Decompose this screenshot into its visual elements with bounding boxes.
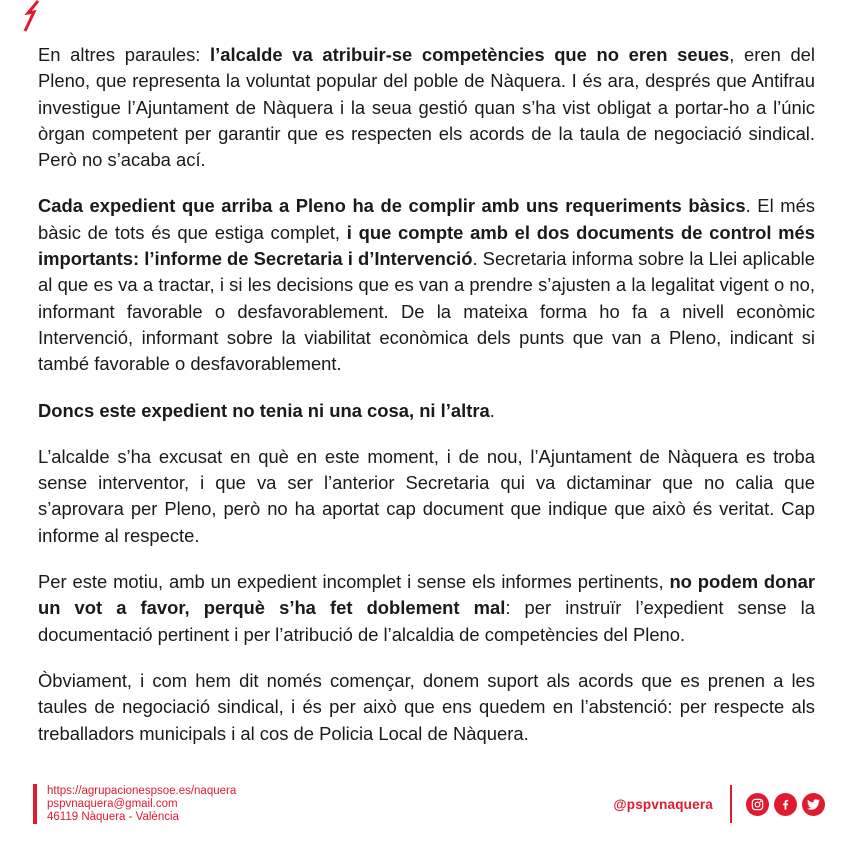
- vertical-divider: [730, 785, 732, 823]
- paragraph: En altres paraules: l’alcalde va atribuir-se competències que no eren seues, eren del Pleno, que representa la voluntat popular del poble de Nàquera. I és ara, després que Antifrau investigue l’Ajuntament de Nàquera i la seua gestió quan s’ha vist obligat a portar-ho a l’únic òrgan competent per garantir que es respecten els acords de la taula de negociació sindical. Però no s’acaba ací.: [38, 44, 815, 171]
- facebook-icon: [779, 798, 792, 811]
- footer: [33, 780, 825, 828]
- social-handle: @pspvnaquera: [613, 796, 713, 812]
- instagram-icon: [751, 798, 764, 811]
- red-scribble-mark: [22, 0, 44, 36]
- email-text: pspvnaquera@gmail.com: [47, 798, 178, 810]
- paragraph: Cada expedient que arriba a Pleno ha de complir amb uns requeriments bàsics. El més bàsic de tots és que estiga complet, i que compte amb el dos documents de control més importants: l’informe de Secretaria i d’Intervenció. Secretaria informa sobre la Llei aplicable al que es va a tractar, i si les decisions que es van a prendre s’ajusten a la legalitat vigent o no, informant favorable o desfavorablement. De la mateixa forma ho fa a nivell econòmic Intervenció, informant sobre la viabilitat econòmica dels punts que van a Pleno, indicant si també favorable o desfavorablement.: [38, 195, 815, 375]
- paragraph: Per este motiu, amb un expedient incomplet i sense els informes pertinents, no podem donar un vot a favor, perquè s’ha fet doblement mal: per instruïr l’expedient sense la documentació pertinent i per l’atribució de l’alcaldia de competències del Pleno.: [38, 571, 815, 645]
- social-icons: [746, 793, 825, 816]
- paragraph: Òbviament, i com hem dit només començar, donem suport als acords que es prenen a les taules de negociació sindical, i és per això que ens quedem en l’abstenció: per respecte als treballadors municipals i al cos de Policia Local de Nàquera.: [38, 669, 815, 744]
- social-block: [613, 785, 825, 823]
- twitter-button[interactable]: [802, 793, 825, 816]
- website-text: https://agrupacionespsoe.es/naquera: [47, 785, 237, 797]
- paragraph: L’alcalde s’ha excusat en què en este moment, i de nou, l’Ajuntament de Nàquera es troba sense interventor, i que va ser l’anterior Secretaria qui va dictaminar que no calia que s’aprovara per Pleno, però no ha aportat cap document que indique que això és veritat. Cap informe al respecte.: [38, 445, 815, 546]
- address-text: 46119 Nàquera - València: [47, 811, 179, 823]
- facebook-button[interactable]: [774, 793, 797, 816]
- instagram-button[interactable]: [746, 793, 769, 816]
- paragraph: Doncs este expedient no tenia ni una cosa, ni l’altra.: [38, 399, 495, 421]
- red-accent-bar: [33, 784, 37, 824]
- article-text: [38, 42, 815, 767]
- contact-block: [33, 784, 236, 824]
- twitter-icon: [807, 798, 820, 811]
